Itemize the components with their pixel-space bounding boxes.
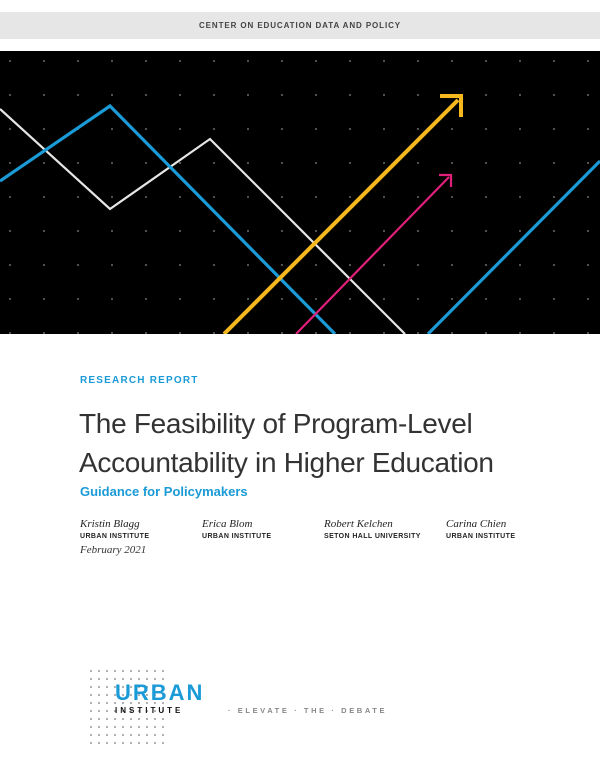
grid-dot bbox=[315, 298, 317, 300]
grid-dot bbox=[145, 196, 147, 198]
grid-dot bbox=[417, 60, 419, 62]
grid-dot bbox=[519, 230, 521, 232]
logo-dot bbox=[154, 734, 156, 736]
grid-dot bbox=[587, 128, 589, 130]
grid-dot bbox=[179, 298, 181, 300]
grid-dot bbox=[43, 94, 45, 96]
grid-dot bbox=[43, 332, 45, 334]
grid-dot bbox=[111, 264, 113, 266]
grid-dot bbox=[281, 298, 283, 300]
grid-dot bbox=[281, 230, 283, 232]
grid-dot bbox=[77, 60, 79, 62]
grid-dot bbox=[111, 332, 113, 334]
logo-dot bbox=[122, 742, 124, 744]
grid-dot bbox=[587, 264, 589, 266]
logo-dot bbox=[130, 734, 132, 736]
grid-dot bbox=[315, 332, 317, 334]
grid-dot bbox=[213, 332, 215, 334]
grid-dot bbox=[417, 230, 419, 232]
logo-dot bbox=[90, 726, 92, 728]
grid-dot bbox=[43, 128, 45, 130]
grid-dot bbox=[417, 264, 419, 266]
logo-dot bbox=[154, 670, 156, 672]
grid-dot bbox=[9, 332, 11, 334]
grid-dot bbox=[315, 162, 317, 164]
logo-dot bbox=[90, 718, 92, 720]
grid-dot bbox=[77, 162, 79, 164]
organization-name: CENTER ON EDUCATION DATA AND POLICY bbox=[198, 21, 401, 30]
logo-dot bbox=[154, 742, 156, 744]
grid-dot bbox=[77, 298, 79, 300]
grid-dot bbox=[145, 94, 147, 96]
grid-dot bbox=[77, 264, 79, 266]
grid-dot bbox=[417, 298, 419, 300]
grid-dot bbox=[247, 264, 249, 266]
grid-dot bbox=[519, 60, 521, 62]
grid-dot bbox=[145, 60, 147, 62]
logo-dot bbox=[162, 734, 164, 736]
author-name: Carina Chien bbox=[446, 518, 507, 530]
grid-dot bbox=[179, 332, 181, 334]
grid-dot bbox=[213, 264, 215, 266]
logo-word: URBAN bbox=[115, 680, 205, 705]
author-affiliation: URBAN INSTITUTE bbox=[446, 533, 516, 540]
grid-dot bbox=[451, 196, 453, 198]
grid-dot bbox=[349, 230, 351, 232]
grid-dot bbox=[485, 128, 487, 130]
grid-dot bbox=[349, 60, 351, 62]
logo-dot bbox=[98, 726, 100, 728]
logo-institute: INSTITUTE bbox=[115, 706, 184, 715]
logo-dot bbox=[98, 702, 100, 704]
title-line-2: Accountability in Higher Education bbox=[79, 447, 494, 478]
logo-tagline: · ELEVATE · THE · DEBATE bbox=[228, 706, 388, 715]
grid-dot bbox=[281, 196, 283, 198]
logo-dot bbox=[106, 734, 108, 736]
grid-dot bbox=[349, 298, 351, 300]
grid-dot bbox=[213, 94, 215, 96]
grid-dot bbox=[417, 128, 419, 130]
grid-dot bbox=[383, 332, 385, 334]
logo-dot bbox=[106, 702, 108, 704]
author-name: Kristin Blagg bbox=[80, 518, 140, 530]
logo-dot bbox=[98, 734, 100, 736]
grid-dot bbox=[553, 128, 555, 130]
grid-dot bbox=[383, 60, 385, 62]
logo-dot bbox=[154, 726, 156, 728]
grid-dot bbox=[9, 60, 11, 62]
cover-art bbox=[0, 51, 600, 334]
grid-dot bbox=[315, 230, 317, 232]
grid-dot bbox=[553, 264, 555, 266]
grid-dot bbox=[553, 298, 555, 300]
logo-dot bbox=[114, 726, 116, 728]
grid-dot bbox=[179, 196, 181, 198]
logo-dot bbox=[98, 718, 100, 720]
logo-dot bbox=[98, 694, 100, 696]
grid-dot bbox=[519, 332, 521, 334]
grid-dot bbox=[519, 162, 521, 164]
author-affiliation: SETON HALL UNIVERSITY bbox=[324, 533, 421, 540]
logo-dot bbox=[90, 670, 92, 672]
logo-dot bbox=[98, 710, 100, 712]
grid-dot bbox=[281, 162, 283, 164]
grid-dot bbox=[553, 230, 555, 232]
grid-dot bbox=[179, 60, 181, 62]
report-subtitle: Guidance for Policymakers bbox=[80, 484, 248, 499]
logo-dot bbox=[122, 734, 124, 736]
grid-dot bbox=[315, 60, 317, 62]
grid-dot bbox=[485, 230, 487, 232]
logo-dot bbox=[122, 726, 124, 728]
grid-dot bbox=[417, 332, 419, 334]
grid-dot bbox=[213, 60, 215, 62]
grid-dot bbox=[213, 128, 215, 130]
grid-dot bbox=[213, 162, 215, 164]
grid-dot bbox=[43, 264, 45, 266]
grid-dot bbox=[485, 162, 487, 164]
grid-dot bbox=[485, 94, 487, 96]
logo-dot bbox=[114, 670, 116, 672]
logo-dot bbox=[162, 742, 164, 744]
magenta-arrow-line bbox=[296, 177, 449, 334]
grid-dot bbox=[247, 60, 249, 62]
grid-dot bbox=[349, 264, 351, 266]
logo-dot bbox=[106, 742, 108, 744]
grid-dot bbox=[315, 94, 317, 96]
grid-dot bbox=[451, 264, 453, 266]
grid-dot bbox=[349, 332, 351, 334]
logo-dot bbox=[90, 742, 92, 744]
grid-dot bbox=[77, 230, 79, 232]
grid-dot bbox=[553, 94, 555, 96]
grid-dot bbox=[451, 60, 453, 62]
grid-dot bbox=[111, 94, 113, 96]
logo-dot bbox=[106, 686, 108, 688]
grid-dot bbox=[383, 298, 385, 300]
grid-dot bbox=[553, 332, 555, 334]
grid-dot bbox=[315, 264, 317, 266]
report-type-label: RESEARCH REPORT bbox=[80, 375, 199, 386]
grid-dot bbox=[43, 162, 45, 164]
grid-dot bbox=[587, 230, 589, 232]
logo-dot bbox=[98, 670, 100, 672]
logo-dot bbox=[138, 670, 140, 672]
logo-dot bbox=[122, 670, 124, 672]
logo-dot bbox=[90, 678, 92, 680]
logo-dot bbox=[90, 686, 92, 688]
logo-dot bbox=[138, 742, 140, 744]
logo-dot bbox=[122, 718, 124, 720]
grid-dot bbox=[179, 230, 181, 232]
grid-dot bbox=[111, 60, 113, 62]
grid-dot bbox=[247, 298, 249, 300]
grid-dot bbox=[349, 196, 351, 198]
grid-dot bbox=[519, 94, 521, 96]
logo-dot bbox=[162, 718, 164, 720]
grid-dot bbox=[247, 162, 249, 164]
author-4 bbox=[446, 518, 515, 540]
logo-dot bbox=[162, 726, 164, 728]
logo-dot bbox=[98, 678, 100, 680]
grid-dot bbox=[111, 128, 113, 130]
logo-dot bbox=[106, 710, 108, 712]
logo-dot bbox=[146, 718, 148, 720]
grid-dot bbox=[9, 94, 11, 96]
logo-dot bbox=[106, 678, 108, 680]
cover-graphic bbox=[0, 51, 600, 334]
grid-dot bbox=[43, 230, 45, 232]
logo-dot bbox=[90, 702, 92, 704]
grid-dot bbox=[179, 128, 181, 130]
grid-dot bbox=[519, 264, 521, 266]
logo-dot bbox=[106, 670, 108, 672]
grid-dot bbox=[587, 196, 589, 198]
yellow-arrow-line bbox=[224, 100, 458, 334]
author-3 bbox=[324, 518, 421, 540]
urban-institute-logo bbox=[88, 668, 408, 748]
grid-dot bbox=[519, 298, 521, 300]
header-bar bbox=[0, 12, 600, 39]
grid-dot bbox=[281, 128, 283, 130]
logo-dot bbox=[106, 694, 108, 696]
grid-dot bbox=[485, 264, 487, 266]
grid-dot bbox=[587, 60, 589, 62]
grid-dot bbox=[553, 162, 555, 164]
logo-dot bbox=[130, 670, 132, 672]
title-line-1: The Feasibility of Program-Level bbox=[79, 408, 473, 439]
grid-dot bbox=[145, 298, 147, 300]
grid-dot bbox=[281, 60, 283, 62]
grid-dot bbox=[145, 162, 147, 164]
logo-dot bbox=[138, 726, 140, 728]
logo-dot bbox=[138, 718, 140, 720]
grid-dot bbox=[451, 332, 453, 334]
grid-dot bbox=[247, 128, 249, 130]
grid-dot bbox=[485, 196, 487, 198]
grid-dot bbox=[553, 196, 555, 198]
grid-dot bbox=[553, 60, 555, 62]
logo-dot bbox=[106, 726, 108, 728]
grid-dot bbox=[213, 230, 215, 232]
logo-dot bbox=[90, 710, 92, 712]
logo-dot bbox=[106, 718, 108, 720]
logo-dot bbox=[98, 686, 100, 688]
author-2 bbox=[202, 518, 271, 540]
report-title bbox=[79, 404, 559, 482]
grid-dot bbox=[247, 332, 249, 334]
grid-dot bbox=[247, 196, 249, 198]
grid-dot bbox=[145, 128, 147, 130]
grid-dot bbox=[111, 230, 113, 232]
grid-dot bbox=[9, 128, 11, 130]
logo-dot bbox=[114, 742, 116, 744]
grid-dot bbox=[9, 264, 11, 266]
logo-dot bbox=[114, 734, 116, 736]
grid-dot bbox=[247, 230, 249, 232]
logo-dot bbox=[138, 734, 140, 736]
logo-dot bbox=[98, 742, 100, 744]
grid-dot bbox=[9, 230, 11, 232]
grid-dot bbox=[383, 230, 385, 232]
grid-dot bbox=[43, 60, 45, 62]
logo-dot bbox=[146, 670, 148, 672]
grid-dot bbox=[9, 298, 11, 300]
logo-dot bbox=[130, 726, 132, 728]
grid-dot bbox=[43, 196, 45, 198]
grid-dot bbox=[43, 298, 45, 300]
grid-dot bbox=[145, 230, 147, 232]
grid-dot bbox=[349, 94, 351, 96]
grid-dot bbox=[417, 196, 419, 198]
grid-dot bbox=[179, 162, 181, 164]
grid-dot bbox=[281, 332, 283, 334]
logo-dot bbox=[154, 718, 156, 720]
grid-dot bbox=[485, 298, 487, 300]
grid-dot bbox=[77, 332, 79, 334]
grid-dot bbox=[179, 94, 181, 96]
grid-dot bbox=[383, 162, 385, 164]
grid-dot bbox=[485, 332, 487, 334]
grid-dot bbox=[179, 264, 181, 266]
grid-dot bbox=[9, 196, 11, 198]
grid-dot bbox=[145, 264, 147, 266]
author-affiliation: URBAN INSTITUTE bbox=[202, 533, 272, 540]
grid-dot bbox=[417, 162, 419, 164]
logo-dot bbox=[114, 718, 116, 720]
author-name: Erica Blom bbox=[202, 518, 253, 530]
logo-dot bbox=[130, 718, 132, 720]
grid-dot bbox=[145, 332, 147, 334]
grid-dot bbox=[451, 162, 453, 164]
author-affiliation: URBAN INSTITUTE bbox=[80, 533, 150, 540]
publication-date: February 2021 bbox=[80, 544, 147, 556]
logo-dot bbox=[130, 742, 132, 744]
grid-dot bbox=[485, 60, 487, 62]
grid-dot bbox=[247, 94, 249, 96]
grid-dot bbox=[9, 162, 11, 164]
grid-dot bbox=[383, 94, 385, 96]
grid-dot bbox=[383, 196, 385, 198]
logo-dot bbox=[146, 734, 148, 736]
grid-dot bbox=[349, 128, 351, 130]
grid-dot bbox=[111, 162, 113, 164]
blue-line-right bbox=[428, 161, 600, 334]
grid-dot bbox=[281, 94, 283, 96]
grid-dot bbox=[111, 196, 113, 198]
grid-dot bbox=[519, 128, 521, 130]
grid-dot bbox=[451, 128, 453, 130]
grid-dot bbox=[315, 196, 317, 198]
logo-dot bbox=[162, 670, 164, 672]
logo-dot bbox=[146, 742, 148, 744]
grid-dot bbox=[77, 196, 79, 198]
grid-dot bbox=[349, 162, 351, 164]
logo-dot bbox=[90, 694, 92, 696]
grid-dot bbox=[77, 94, 79, 96]
grid-dot bbox=[383, 128, 385, 130]
grid-dot bbox=[587, 332, 589, 334]
grid-dot bbox=[587, 94, 589, 96]
blue-line bbox=[0, 106, 335, 334]
grid-dot bbox=[383, 264, 385, 266]
grid-dot bbox=[315, 128, 317, 130]
white-line bbox=[0, 109, 405, 334]
grid-dot bbox=[417, 94, 419, 96]
author-name: Robert Kelchen bbox=[324, 518, 393, 530]
author-1 bbox=[80, 518, 149, 540]
grid-dot bbox=[587, 298, 589, 300]
grid-dot bbox=[213, 298, 215, 300]
grid-dot bbox=[451, 230, 453, 232]
grid-dot bbox=[281, 264, 283, 266]
logo-dot bbox=[146, 726, 148, 728]
grid-dot bbox=[587, 162, 589, 164]
grid-dot bbox=[111, 298, 113, 300]
grid-dot bbox=[213, 196, 215, 198]
grid-dot bbox=[519, 196, 521, 198]
logo-dot bbox=[90, 734, 92, 736]
grid-dot bbox=[451, 298, 453, 300]
